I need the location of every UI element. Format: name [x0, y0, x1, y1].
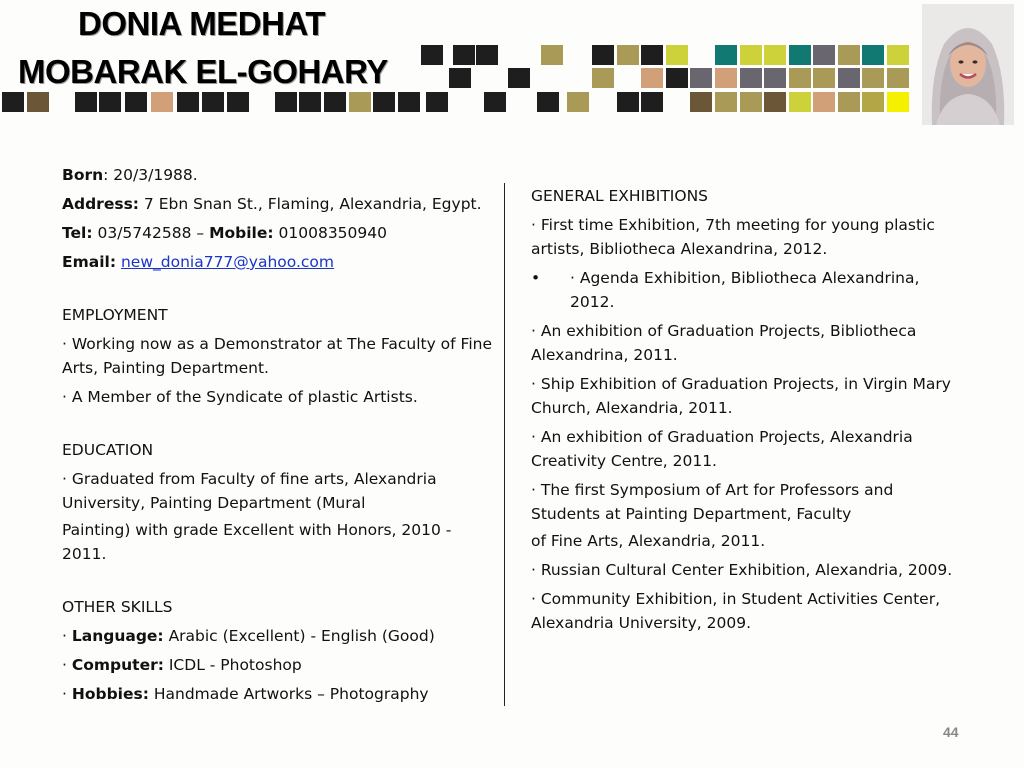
exhibition-item-5: · An exhibition of Graduation Projects, Alexandria Creativity Centre, 2011. [531, 428, 913, 470]
education-item-line1: · Graduated from Faculty of fine arts, Alexandria University, Painting Department (Mural [62, 470, 437, 512]
address-value: 7 Ebn Snan St., Flaming, Alexandria, Egypt. [139, 195, 482, 213]
decorative-square [151, 92, 173, 112]
decorative-square [125, 92, 147, 112]
decorative-square [398, 92, 420, 112]
decorative-square [715, 92, 737, 112]
hobbies-label: Hobbies: [71, 685, 149, 703]
decorative-square [838, 92, 860, 112]
decorative-square [789, 45, 811, 65]
mobile-label: Mobile: [209, 224, 274, 242]
skill-computer: · Computer: ICDL - Photoshop [62, 656, 302, 674]
portrait-image [922, 4, 1014, 125]
decorative-square [541, 45, 563, 65]
decorative-square [567, 92, 589, 112]
decorative-square [887, 92, 909, 112]
decorative-square [324, 92, 346, 112]
decorative-square [537, 92, 559, 112]
right-column [531, 184, 963, 640]
skill-language: · Language: Arabic (Excellent) - English (Good) [62, 627, 435, 645]
exhibition-item-1: · First time Exhibition, 7th meeting for young plastic artists, Bibliotheca Alexandrina, 2012. [531, 216, 935, 258]
computer-label: Computer: [71, 656, 164, 674]
employment-heading: EMPLOYMENT [62, 306, 168, 324]
decorative-square [862, 92, 884, 112]
decorative-square [690, 68, 712, 88]
decorative-square [666, 68, 688, 88]
decorative-square [299, 92, 321, 112]
exhibition-item-7: · Russian Cultural Center Exhibition, Alexandria, 2009. [531, 561, 953, 579]
decorative-square [617, 92, 639, 112]
decorative-square [2, 92, 24, 112]
decorative-square [813, 45, 835, 65]
decorative-square [641, 68, 663, 88]
decorative-square [202, 92, 224, 112]
employment-item-1: · Working now as a Demonstrator at The Faculty of Fine Arts, Painting Department. [62, 335, 492, 377]
decorative-square [177, 92, 199, 112]
born-value: : 20/3/1988. [103, 166, 198, 184]
decorative-square [740, 92, 762, 112]
computer-value: ICDL - Photoshop [163, 656, 302, 674]
language-value: Arabic (Excellent) - English (Good) [163, 627, 435, 645]
address-line [62, 192, 492, 216]
decorative-square [789, 92, 811, 112]
page-number: 44 [943, 724, 959, 740]
decorative-square [764, 68, 786, 88]
language-label: Language: [71, 627, 164, 645]
decorative-square [887, 45, 909, 65]
column-divider [504, 183, 505, 706]
decorative-square [592, 45, 614, 65]
decorative-square [862, 68, 884, 88]
exhibition-item-6: · The first Symposium of Art for Professors and Students at Painting Department, Faculty [531, 481, 894, 523]
email-line [62, 250, 492, 274]
decorative-square [373, 92, 395, 112]
education-heading: EDUCATION [62, 441, 154, 459]
hobbies-value: Handmade Artworks – Photography [148, 685, 429, 703]
skills-heading: OTHER SKILLS [62, 598, 173, 616]
decorative-square [227, 92, 249, 112]
decorative-square [349, 92, 371, 112]
decorative-square [838, 45, 860, 65]
born-line [62, 163, 492, 187]
decorative-square [641, 92, 663, 112]
decorative-square [813, 68, 835, 88]
decorative-square [764, 45, 786, 65]
bullet-icon: • [531, 269, 541, 287]
exhibitions-heading: GENERAL EXHIBITIONS [531, 187, 709, 205]
employment-item-2: · A Member of the Syndicate of plastic Artists. [62, 388, 418, 406]
decorative-square [813, 92, 835, 112]
exhibition-item-4: · Ship Exhibition of Graduation Projects, in Virgin Mary Church, Alexandria, 2011. [531, 375, 951, 417]
tel-value: 03/5742588 – [92, 224, 210, 242]
decorative-square [275, 92, 297, 112]
decorative-square [476, 45, 498, 65]
decorative-square [666, 45, 688, 65]
decorative-square [715, 45, 737, 65]
decorative-square [508, 68, 530, 88]
decorative-square [690, 92, 712, 112]
address-label: Address: [62, 195, 139, 213]
email-label: Email: [62, 253, 117, 271]
decorative-square [862, 45, 884, 65]
tel-label: Tel: [62, 224, 93, 242]
decorative-square [592, 68, 614, 88]
born-label: Born [62, 166, 104, 184]
decorative-square [740, 45, 762, 65]
decorative-square [887, 68, 909, 88]
profile-photo [922, 4, 1014, 125]
decorative-square [75, 92, 97, 112]
decorative-square [421, 45, 443, 65]
decorative-square [740, 68, 762, 88]
tel-line [62, 221, 492, 245]
decorative-square [789, 68, 811, 88]
skill-hobbies: · Hobbies: Handmade Artworks – Photography [62, 685, 429, 703]
decorative-square [617, 45, 639, 65]
exhibition-item-6-cont: of Fine Arts, Alexandria, 2011. [531, 532, 766, 550]
decorative-square [838, 68, 860, 88]
title-name-line2: MOBARAK EL-GOHARY [18, 53, 388, 90]
decorative-square [715, 68, 737, 88]
decorative-square [453, 45, 475, 65]
mobile-value: 01008350940 [273, 224, 387, 242]
decorative-square [27, 92, 49, 112]
exhibition-item-3: · An exhibition of Graduation Projects, Bibliotheca Alexandrina, 2011. [531, 322, 917, 364]
education-item-line2: Painting) with grade Excellent with Honors, 2010 - 2011. [62, 521, 452, 563]
title-name-line1: DONIA MEDHAT [78, 5, 325, 42]
decorative-square [449, 68, 471, 88]
decorative-square [641, 45, 663, 65]
email-link[interactable]: new_donia777@yahoo.com [120, 253, 335, 271]
exhibition-item-2-text: · Agenda Exhibition, Bibliotheca Alexandrina, 2012. [570, 269, 920, 311]
exhibition-item-8: · Community Exhibition, in Student Activities Center, Alexandria University, 2009. [531, 590, 941, 632]
decorative-square [426, 92, 448, 112]
exhibition-item-2 [531, 266, 963, 314]
decorative-square [484, 92, 506, 112]
decorative-square [764, 92, 786, 112]
left-column [62, 163, 492, 711]
decorative-square [99, 92, 121, 112]
